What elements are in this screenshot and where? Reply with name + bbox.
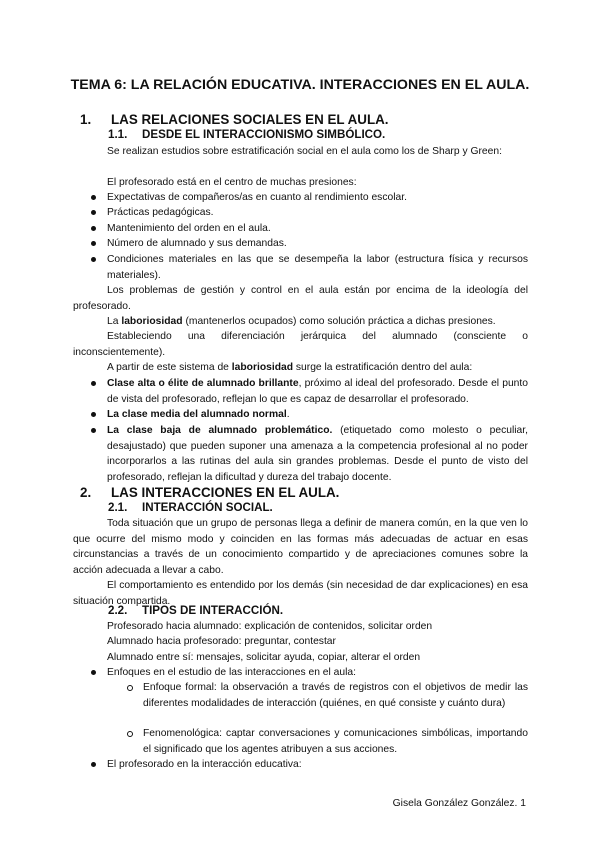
bullet-icon (91, 412, 96, 417)
list-item: Mantenimiento del orden en el aula. (107, 223, 271, 234)
laboriosidad-term: laboriosidad (121, 316, 183, 327)
bullet-icon (91, 428, 96, 433)
class-description: (etiquetado como molesto o peculiar, desajustado) que pueden suponer una amenaza a la competencia profesional al no poder incorporarlos a las rutinas del aula sin grandes problemas. Desde el punto de visto del profesorado, reflejan la dificultad y dureza del trabajo docente. (107, 425, 528, 483)
stratification-prefix: A partir de este sistema de (107, 362, 229, 373)
circle-bullet-icon (127, 685, 133, 691)
class-description: . (286, 409, 290, 420)
class-label: La clase baja de alumnado problemático. (107, 425, 333, 436)
bullet-icon (91, 257, 96, 262)
bullet-icon (91, 195, 96, 200)
sub-list-item: Fenomenológica: captar conversaciones y comunicaciones simbólicas, importando el significado que los agentes atribuyen a sus acciones. (143, 728, 528, 755)
paragraph-problems: Los problemas de gestión y control en el aula están por encima de la ideología del profesorado. (73, 285, 528, 312)
subsection-2-1-title: INTERACCIÓN SOCIAL. (142, 501, 273, 514)
list-item: Expectativas de compañeros/as en cuanto al rendimiento escolar. (107, 192, 407, 203)
paragraph-intro: Se realizan estudios sobre estratificación social en el aula como los de Sharp y Green: (107, 146, 502, 157)
list-item: Prácticas pedagógicas. (107, 207, 214, 218)
paragraph-differentiation: Estableciendo una diferenciación jerárquica del alumnado (consciente o inconscientemente). (73, 331, 528, 358)
subsection-2-2-title: TIPOS DE INTERACCIÓN. (142, 604, 284, 617)
subsection-2-1-number: 2.1. (108, 501, 128, 514)
section-1-heading (80, 111, 520, 128)
list-item: Enfoques en el estudio de las interacciones en el aula: (107, 667, 357, 678)
document-title: TEMA 6: LA RELACIÓN EDUCATIVA. INTERACCIONES EN EL AULA. (70, 77, 530, 93)
bullet-icon (91, 381, 96, 386)
subsection-1-1-heading (108, 127, 508, 142)
circle-bullet-icon (127, 731, 133, 737)
section-2-title: LAS INTERACCIONES EN EL AULA. (111, 485, 340, 500)
subsection-2-2-heading (108, 603, 508, 618)
subsection-2-1-heading (108, 500, 508, 515)
subsection-1-1-number: 1.1. (108, 128, 128, 141)
subsection-2-2-number: 2.2. (108, 604, 128, 617)
list-item: Condiciones materiales en las que se desempeña la labor (estructura física y recursos materiales). (107, 254, 528, 281)
list-item (107, 423, 528, 485)
bullet-icon (91, 762, 96, 767)
class-description: , próximo al ideal del profesorado. Desde el punto de vista del profesorado, reflejan lo que es capaz de desarrollar el profesorado. (107, 378, 528, 405)
interaction-type-line: Profesorado hacia alumnado: explicación de contenidos, solicitar orden (107, 621, 433, 632)
bullet-icon (91, 210, 96, 215)
section-1-number: 1. (80, 112, 92, 127)
bullet-icon (91, 241, 96, 246)
paragraph-pressures-intro: El profesorado está en el centro de muchas presiones: (107, 177, 357, 188)
paragraph-stratification (107, 360, 528, 376)
laboriosidad-prefix: La (107, 316, 119, 327)
laboriosidad-rest: (mantenerlos ocupados) como solución práctica a dichas presiones. (185, 316, 496, 327)
stratification-term: laboriosidad (231, 362, 294, 373)
class-label: La clase media del alumnado normal (107, 409, 287, 420)
class-label: Clase alta o élite de alumnado brillante (107, 378, 299, 389)
sub-list-item: Enfoque formal: la observación a través de registros con el objetivos de medir las diferentes modalidades de interacción (quiénes, en qué consiste y cuánto dura) (143, 682, 528, 709)
list-item: Número de alumnado y sus demandas. (107, 238, 287, 249)
interaction-type-line: Alumnado hacia profesorado: preguntar, contestar (107, 636, 336, 647)
list-item (107, 407, 528, 423)
bullet-icon (91, 670, 96, 675)
interaction-type-line: Alumnado entre sí: mensajes, solicitar ayuda, copiar, alterar el orden (107, 652, 421, 663)
subsection-1-1-title: DESDE EL INTERACCIONISMO SIMBÓLICO. (142, 128, 386, 141)
paragraph-social-interaction: Toda situación que un grupo de personas llega a definir de manera común, en la que ven lo que ocurre del mismo modo y coinciden en las formas más adecuadas de actuar en esas circunstancias a través de un conocimiento compartido y de apreciaciones comunes sobre la acción adecuada a llevar a cabo. (73, 518, 528, 576)
bullet-icon (91, 226, 96, 231)
page-footer: Gisela González González. 1 (392, 798, 526, 809)
paragraph-laboriosidad (107, 314, 528, 330)
stratification-rest: surge la estratificación dentro del aula: (295, 362, 473, 373)
list-item (107, 376, 528, 407)
section-2-number: 2. (80, 485, 92, 500)
section-2-heading (80, 484, 520, 501)
paragraph-behaviour: El comportamiento es entendido por los demás (sin necesidad de dar explicaciones) en esa situación compartida. (73, 580, 528, 607)
section-1-title: LAS RELACIONES SOCIALES EN EL AULA. (111, 112, 389, 127)
list-item: El profesorado en la interacción educativa: (107, 759, 302, 770)
